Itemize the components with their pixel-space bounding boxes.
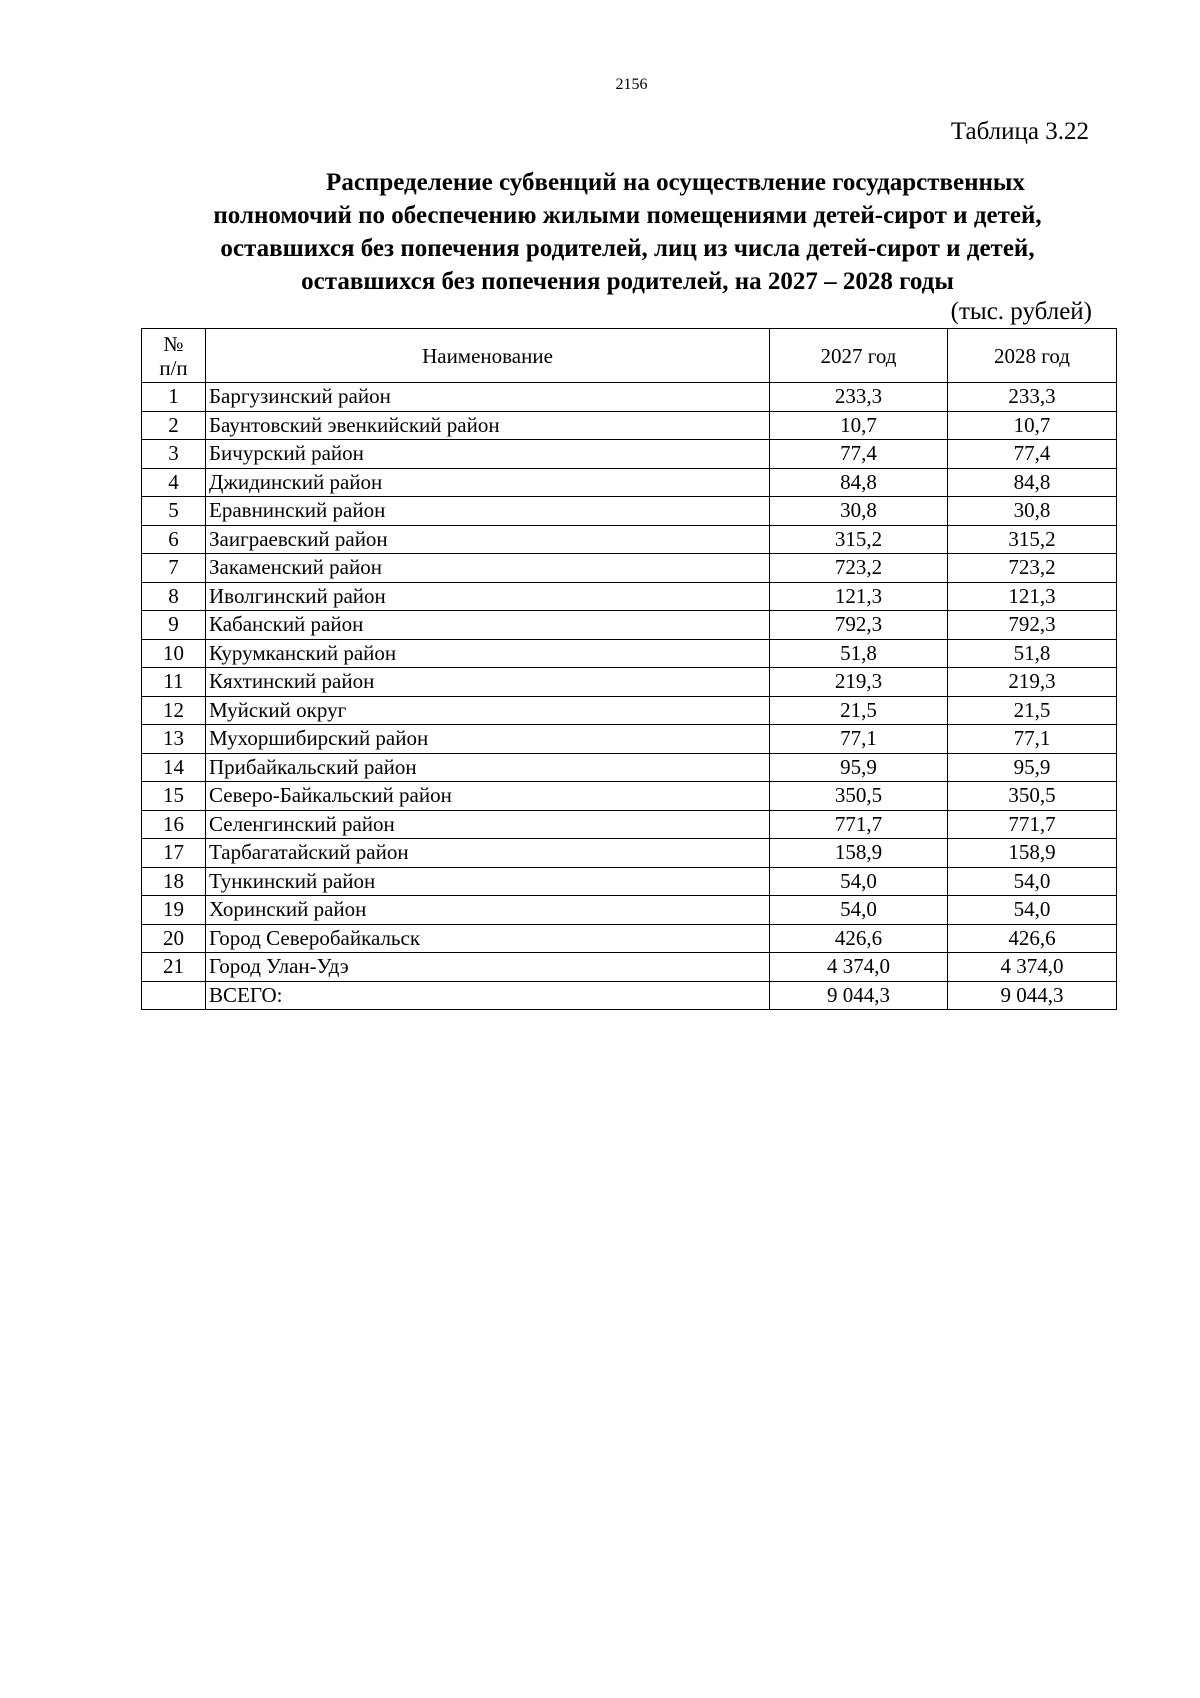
row-number: 5 [142,497,206,526]
header-year-2028: 2028 год [948,329,1117,383]
row-value-2027: 77,1 [770,725,948,754]
row-value-2027: 350,5 [770,782,948,811]
row-number: 10 [142,639,206,668]
table-row [142,867,1117,896]
row-value-2028: 723,2 [948,554,1117,583]
table-row [142,383,1117,412]
row-value-2027: 121,3 [770,582,948,611]
row-value-2028: 54,0 [948,896,1117,925]
row-number: 20 [142,924,206,953]
table-row [142,582,1117,611]
table-row [142,896,1117,925]
row-number: 14 [142,753,206,782]
table-header-row [142,329,1117,383]
row-name: Баунтовский эвенкийский район [206,411,770,440]
table-row [142,468,1117,497]
row-name: Мухоршибирский район [206,725,770,754]
row-value-2028: 9 044,3 [948,981,1117,1010]
row-value-2028: 84,8 [948,468,1117,497]
row-value-2028: 30,8 [948,497,1117,526]
row-value-2028: 77,4 [948,440,1117,469]
row-name: Хоринский район [206,896,770,925]
row-value-2027: 315,2 [770,525,948,554]
row-number: 3 [142,440,206,469]
row-name: Город Улан-Удэ [206,953,770,982]
row-number: 16 [142,810,206,839]
table-total-row [142,981,1117,1010]
row-name: Закаменский район [206,554,770,583]
table-row [142,440,1117,469]
row-value-2027: 51,8 [770,639,948,668]
row-value-2028: 77,1 [948,725,1117,754]
row-number: 12 [142,696,206,725]
row-value-2027: 77,4 [770,440,948,469]
row-name: Курумканский район [206,639,770,668]
table-row [142,839,1117,868]
title-line: оставшихся без попечения родителей, на 2027 – 2028 годы [301,268,954,295]
row-value-2027: 95,9 [770,753,948,782]
row-value-2027: 10,7 [770,411,948,440]
row-number: 19 [142,896,206,925]
table-row [142,497,1117,526]
row-value-2027: 771,7 [770,810,948,839]
row-name: Кяхтинский район [206,668,770,697]
header-number [142,329,206,383]
row-number: 1 [142,383,206,412]
row-number: 11 [142,668,206,697]
row-value-2028: 219,3 [948,668,1117,697]
row-value-2027: 54,0 [770,896,948,925]
row-number: 7 [142,554,206,583]
row-name: Прибайкальский район [206,753,770,782]
table-row [142,525,1117,554]
row-name: Заиграевский район [206,525,770,554]
row-value-2027: 426,6 [770,924,948,953]
header-year-2027: 2027 год [770,329,948,383]
header-number-sign: № [163,331,184,356]
row-number: 18 [142,867,206,896]
table-body [142,383,1117,1010]
units-note: (тыс. рублей) [950,298,1092,325]
row-number: 9 [142,611,206,640]
table-row [142,953,1117,982]
row-value-2027: 9 044,3 [770,981,948,1010]
row-value-2027: 84,8 [770,468,948,497]
row-value-2028: 233,3 [948,383,1117,412]
row-number: 4 [142,468,206,497]
row-value-2028: 51,8 [948,639,1117,668]
row-number: 15 [142,782,206,811]
table-row [142,753,1117,782]
header-name: Наименование [206,329,770,383]
row-value-2027: 158,9 [770,839,948,868]
row-value-2027: 21,5 [770,696,948,725]
table-label: Таблица 3.22 [950,118,1089,145]
row-value-2028: 158,9 [948,839,1117,868]
table-row [142,554,1117,583]
table-row [142,924,1117,953]
table-row [142,411,1117,440]
row-name: Город Северобайкальск [206,924,770,953]
row-value-2028: 426,6 [948,924,1117,953]
row-number: 8 [142,582,206,611]
title-line: Распределение субвенций на осуществление государственных [326,169,1025,196]
header-number-pp: п/п [159,355,188,380]
row-value-2028: 315,2 [948,525,1117,554]
row-value-2027: 30,8 [770,497,948,526]
table-row [142,810,1117,839]
row-value-2028: 21,5 [948,696,1117,725]
row-name: Муйский округ [206,696,770,725]
row-number: 6 [142,525,206,554]
row-value-2028: 771,7 [948,810,1117,839]
row-value-2028: 10,7 [948,411,1117,440]
row-value-2027: 4 374,0 [770,953,948,982]
row-number: 2 [142,411,206,440]
subvention-table [141,328,1117,1010]
row-value-2027: 219,3 [770,668,948,697]
row-value-2028: 792,3 [948,611,1117,640]
row-value-2028: 95,9 [948,753,1117,782]
row-value-2027: 54,0 [770,867,948,896]
table-row [142,725,1117,754]
row-name: Тункинский район [206,867,770,896]
row-number [142,981,206,1010]
table-row [142,696,1117,725]
row-number: 17 [142,839,206,868]
row-value-2027: 723,2 [770,554,948,583]
row-value-2028: 4 374,0 [948,953,1117,982]
row-value-2027: 233,3 [770,383,948,412]
table-row [142,611,1117,640]
row-name: Селенгинский район [206,810,770,839]
row-name: Еравнинский район [206,497,770,526]
page-number: 2156 [615,76,648,93]
table-row [142,782,1117,811]
row-name: Иволгинский район [206,582,770,611]
row-name: ВСЕГО: [206,981,770,1010]
table-row [142,668,1117,697]
row-name: Бичурский район [206,440,770,469]
document-title [150,166,1105,298]
row-value-2028: 350,5 [948,782,1117,811]
row-name: Тарбагатайский район [206,839,770,868]
row-name: Кабанский район [206,611,770,640]
row-value-2027: 792,3 [770,611,948,640]
row-name: Северо-Байкальский район [206,782,770,811]
row-name: Джидинский район [206,468,770,497]
row-value-2028: 54,0 [948,867,1117,896]
title-line: полномочий по обеспечению жилыми помещениями детей-сирот и детей, [213,202,1042,229]
row-value-2028: 121,3 [948,582,1117,611]
row-number: 13 [142,725,206,754]
title-line: оставшихся без попечения родителей, лиц из числа детей-сирот и детей, [220,235,1035,262]
table-row [142,639,1117,668]
row-name: Баргузинский район [206,383,770,412]
row-number: 21 [142,953,206,982]
